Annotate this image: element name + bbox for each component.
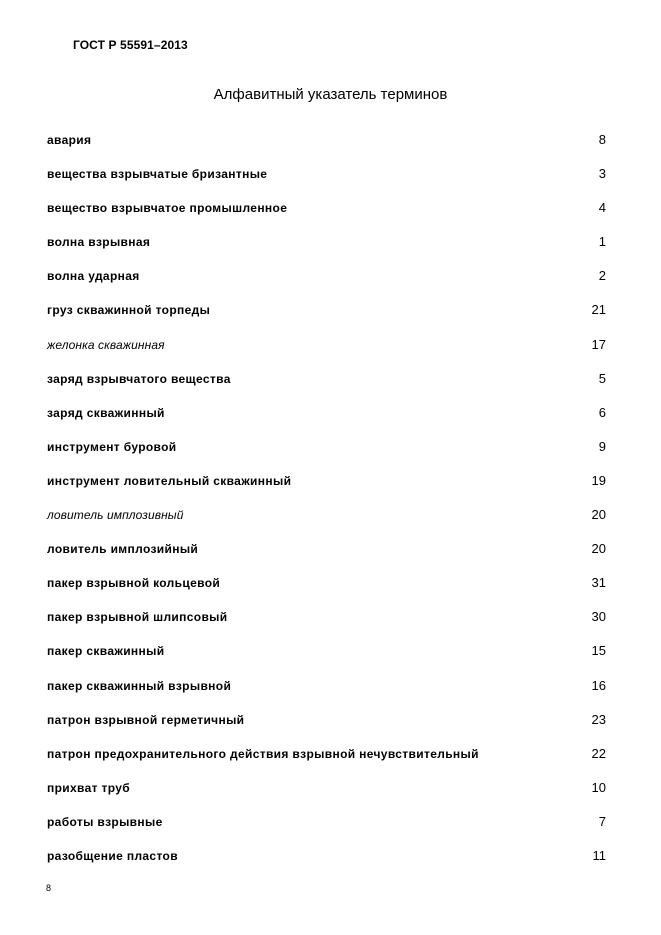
index-entry: [47, 164, 610, 198]
index-page-ref: 20: [591, 507, 606, 523]
page-number: 8: [46, 883, 52, 893]
index-entry: [47, 300, 610, 334]
index-term: груз скважинной торпеды: [47, 303, 211, 318]
index-page-ref: 5: [598, 370, 606, 386]
index-page-ref: 10: [591, 779, 606, 795]
index-term: разобщение пластов: [47, 848, 178, 863]
document-code: ГОСТ Р 55591–2013: [73, 38, 188, 52]
index-term: желонка скважинная: [47, 337, 165, 352]
index-entry: [47, 846, 610, 880]
index-entry: [47, 266, 610, 300]
index-term: ловитель имплозийный: [47, 542, 199, 557]
index-term: инструмент буровой: [47, 439, 177, 454]
index-entry: [47, 607, 610, 641]
index-term: ловитель имплозивный: [47, 508, 184, 523]
index-page-ref: 22: [591, 745, 606, 761]
index-term: патрон взрывной герметичный: [47, 712, 245, 727]
index-entry: [47, 369, 610, 403]
index-term: вещество взрывчатое промышленное: [47, 201, 288, 216]
index-entry: [47, 744, 610, 778]
term-index-list: [47, 130, 610, 880]
index-page-ref: 11: [592, 847, 606, 863]
index-term: работы взрывные: [47, 814, 163, 829]
index-entry: [47, 710, 610, 744]
index-page-ref: 7: [598, 813, 606, 829]
index-term: пакер взрывной кольцевой: [47, 576, 221, 591]
index-entry: [47, 505, 610, 539]
index-page-ref: 17: [591, 336, 606, 352]
index-term: пакер скважинный: [47, 644, 165, 659]
index-entry: [47, 539, 610, 573]
index-page-ref: 15: [591, 643, 606, 659]
index-page-ref: 30: [591, 609, 606, 625]
index-term: пакер скважинный взрывной: [47, 678, 232, 693]
index-entry: [47, 130, 610, 164]
index-term: заряд скважинный: [47, 405, 165, 420]
index-term: патрон предохранительного действия взрывной нечувствительный: [47, 746, 479, 761]
index-page-ref: 8: [598, 132, 606, 147]
index-term: вещества взрывчатые бризантные: [47, 167, 268, 182]
index-page-ref: 9: [598, 438, 606, 454]
index-term: заряд взрывчатого вещества: [47, 371, 231, 386]
index-entry: [47, 573, 610, 607]
index-page-ref: 19: [591, 472, 606, 488]
index-entry: [47, 198, 610, 232]
index-page-ref: 16: [591, 677, 606, 693]
index-page-ref: 2: [598, 268, 606, 284]
index-term: волна взрывная: [47, 235, 151, 250]
index-term: авария: [47, 133, 92, 147]
index-page-ref: 1: [598, 234, 606, 250]
index-page-ref: 3: [598, 166, 606, 182]
index-term: прихват труб: [47, 780, 131, 795]
index-entry: [47, 232, 610, 266]
index-entry: [47, 437, 610, 471]
index-page-ref: 21: [591, 302, 606, 318]
index-entry: [47, 676, 610, 710]
index-entry: [47, 812, 610, 846]
index-page-ref: 31: [591, 575, 606, 591]
index-entry: [47, 403, 610, 437]
index-term: волна ударная: [47, 269, 140, 284]
index-page-ref: 23: [591, 711, 606, 727]
index-term: пакер взрывной шлипсовый: [47, 610, 228, 625]
index-page-ref: 4: [598, 200, 606, 216]
index-term: инструмент ловительный скважинный: [47, 473, 292, 488]
index-entry: [47, 641, 610, 675]
index-entry: [47, 778, 610, 812]
index-entry: [47, 471, 610, 505]
index-entry: [47, 335, 610, 369]
page-title: Алфавитный указатель терминов: [213, 86, 448, 103]
index-page-ref: 20: [591, 541, 606, 557]
index-page-ref: 6: [598, 404, 606, 420]
